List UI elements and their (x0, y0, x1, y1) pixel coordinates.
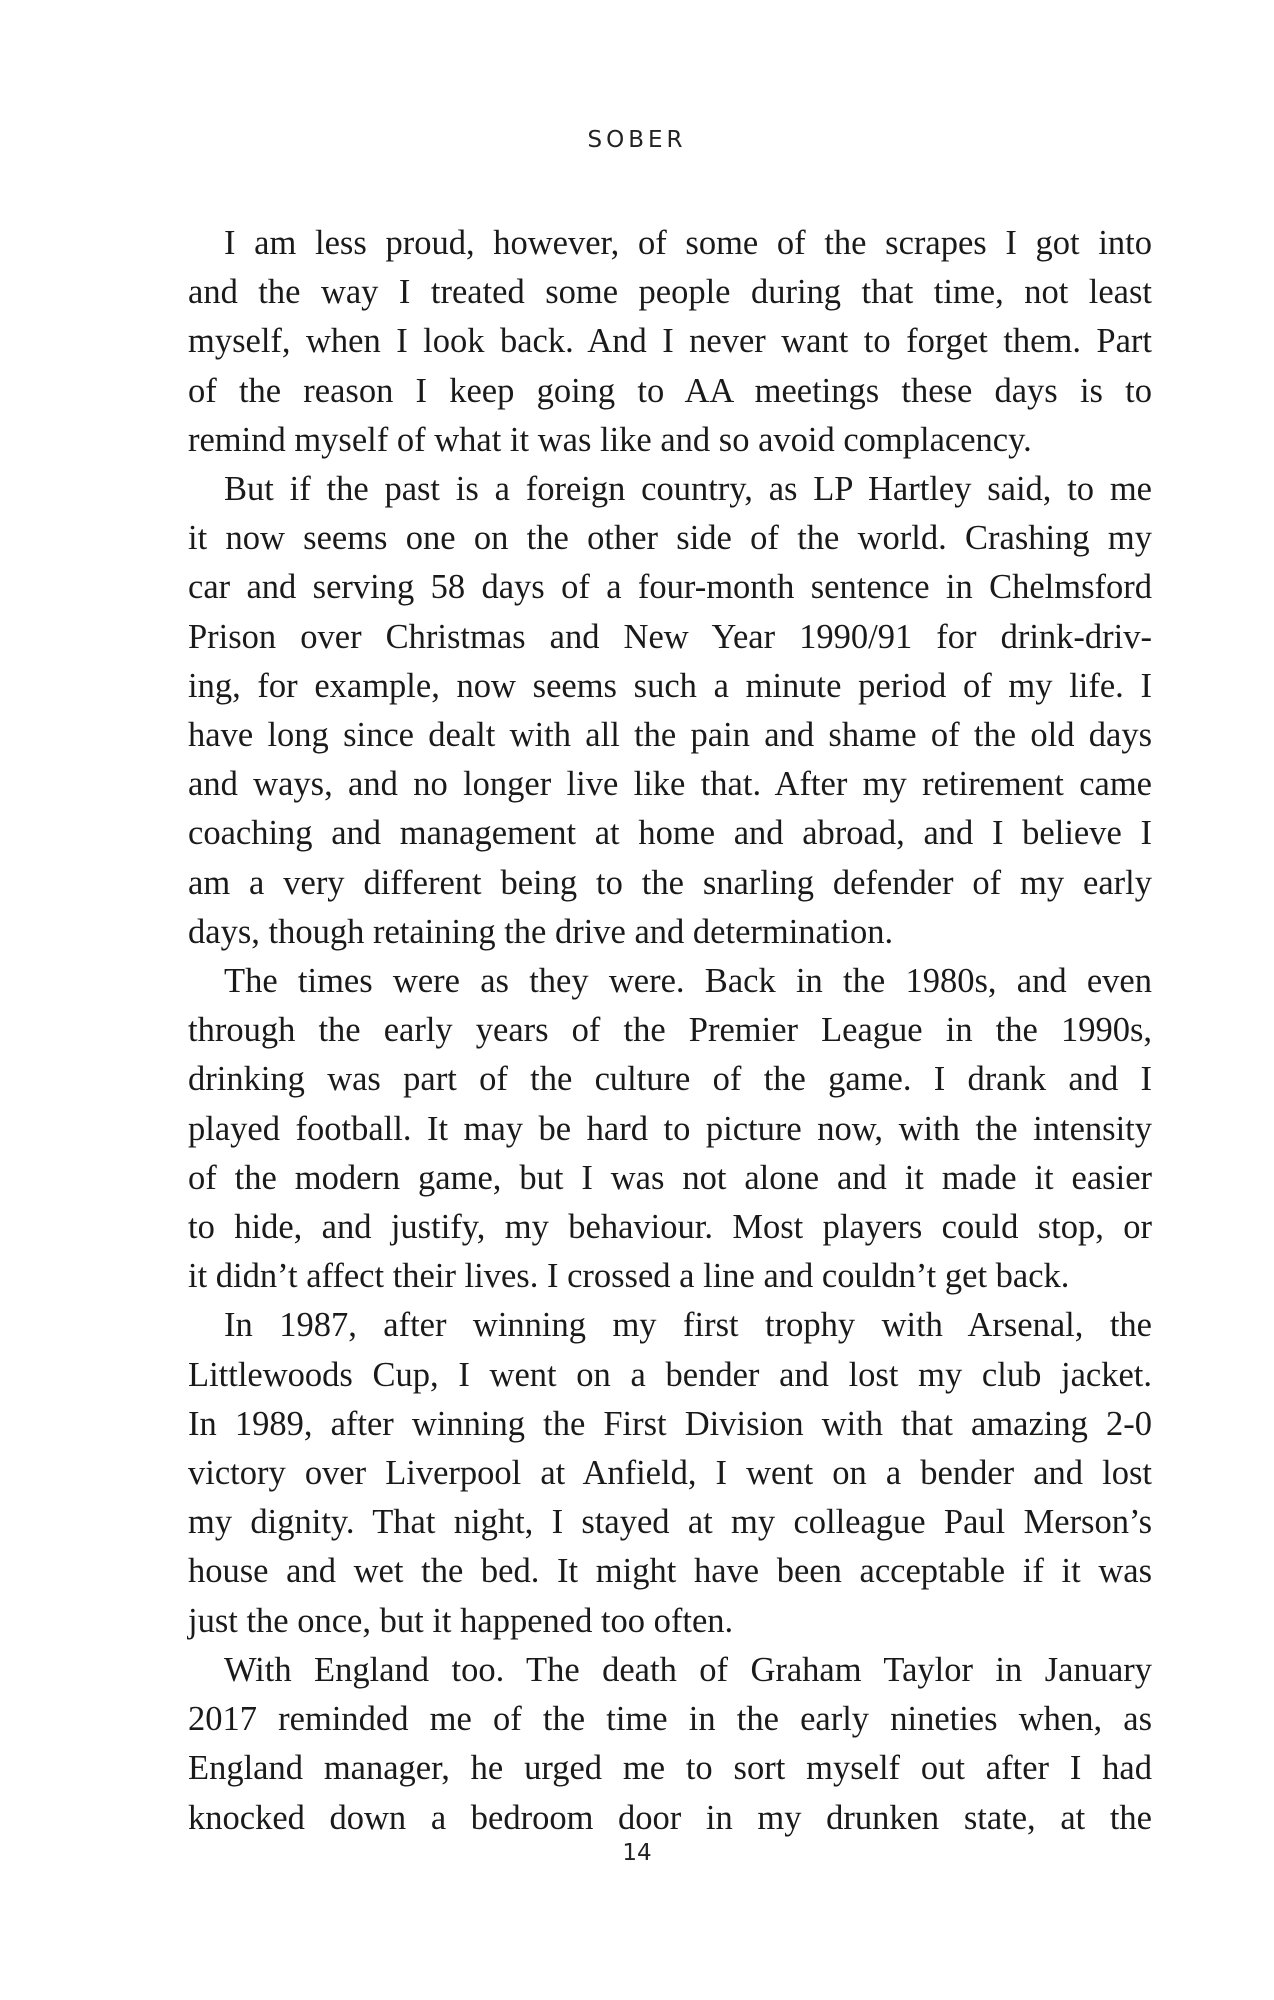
text-line: of the reason I keep going to AA meetings these days is to (188, 371, 1152, 410)
paragraph (188, 957, 1152, 1301)
text-line: Littlewoods Cup, I went on a bender and lost my club jacket. (188, 1355, 1152, 1394)
running-head: SOBER (587, 127, 687, 153)
text-line: played football. It may be hard to picture now, with the intensity (188, 1109, 1152, 1148)
text-line: it didn’t affect their lives. I crossed a line and couldn’t get back. (188, 1257, 1070, 1296)
text-line: In 1987, after winning my first trophy with Arsenal, the (224, 1306, 1152, 1345)
text-line: ing, for example, now seems such a minute period of my life. I (188, 666, 1152, 705)
text-line: I am less proud, however, of some of the scrapes I got into (224, 224, 1152, 262)
text-line: days, though retaining the drive and determination. (188, 912, 894, 951)
text-line: to hide, and justify, my behaviour. Most players could stop, or (188, 1208, 1152, 1247)
text-line: In 1989, after winning the First Division with that amazing 2-0 (188, 1404, 1152, 1443)
paragraph (188, 1301, 1152, 1645)
body-text (188, 219, 1152, 1843)
text-line: have long since dealt with all the pain and shame of the old days (188, 716, 1152, 755)
text-line: remind myself of what it was like and so avoid complacency. (188, 420, 1032, 459)
paragraph (188, 1646, 1152, 1843)
text-line: knocked down a bedroom door in my drunken state, at the (188, 1798, 1152, 1837)
text-line: myself, when I look back. And I never want to forget them. Part (188, 322, 1152, 361)
text-line: Prison over Christmas and New Year 1990/91 for drink-driv- (188, 617, 1152, 656)
text-line: and ways, and no longer live like that. After my retirement came (188, 765, 1152, 804)
page-number: 14 (622, 1840, 652, 1866)
text-line: 2017 reminded me of the time in the early nineties when, as (188, 1700, 1152, 1739)
paragraph (188, 465, 1152, 957)
text-line: car and serving 58 days of a four-month sentence in Chelmsford (188, 568, 1152, 607)
text-line: England manager, he urged me to sort myself out after I had (188, 1749, 1152, 1788)
text-line: my dignity. That night, I stayed at my colleague Paul Merson’s (188, 1503, 1152, 1542)
text-line: But if the past is a foreign country, as LP Hartley said, to me (224, 470, 1152, 509)
text-line: am a very different being to the snarling defender of my early (188, 863, 1152, 902)
text-line: through the early years of the Premier League in the 1990s, (188, 1011, 1152, 1050)
text-line: coaching and management at home and abroad, and I believe I (188, 814, 1152, 853)
paragraph (188, 219, 1152, 465)
text-line: drinking was part of the culture of the game. I drank and I (188, 1060, 1152, 1099)
text-line: it now seems one on the other side of the world. Crashing my (188, 519, 1152, 558)
text-line: of the modern game, but I was not alone and it made it easier (188, 1158, 1152, 1197)
text-line: just the once, but it happened too often. (188, 1601, 734, 1640)
text-line: The times were as they were. Back in the 1980s, and even (224, 962, 1152, 1001)
text-line: house and wet the bed. It might have been acceptable if it was (188, 1552, 1152, 1591)
text-line: victory over Liverpool at Anfield, I went on a bender and lost (188, 1454, 1152, 1493)
text-line: and the way I treated some people during that time, not least (188, 273, 1152, 312)
text-line: With England too. The death of Graham Taylor in January (224, 1650, 1152, 1689)
